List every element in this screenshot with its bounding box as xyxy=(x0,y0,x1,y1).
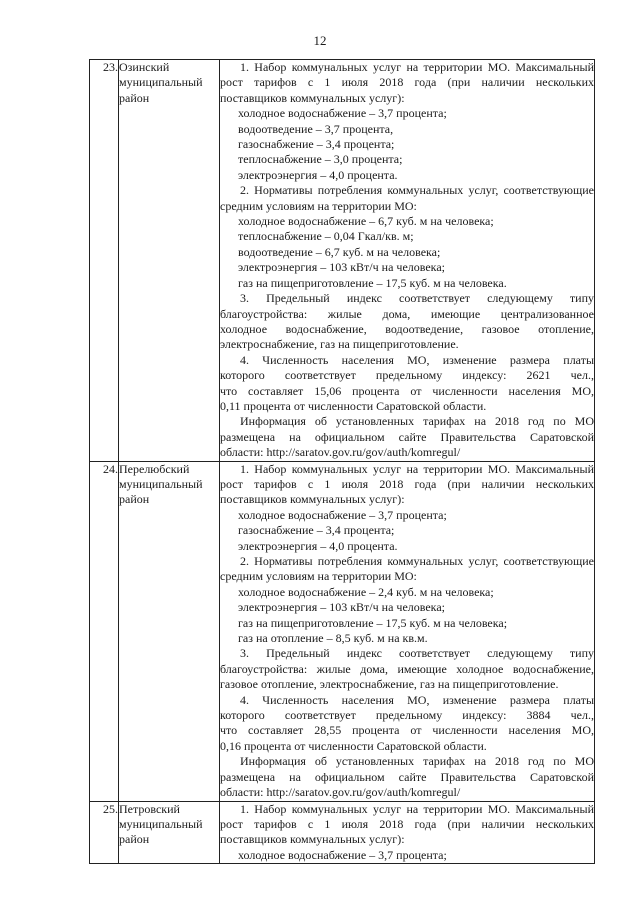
info-line: электроэнергия – 103 кВт/ч на человека; xyxy=(238,260,445,275)
info-line: Информация об установленных тарифах на 2018 год по МО xyxy=(240,414,594,429)
info-line: 3. Предельный индекс соответствует следующему типу xyxy=(240,291,594,306)
info-line: теплоснабжение – 0,04 Гкал/кв. м; xyxy=(238,229,414,244)
info-line: которого соответствует предельному индексу: 2621 чел., xyxy=(220,368,594,383)
district-info xyxy=(220,801,595,864)
info-line: средним условиям на территории МО: xyxy=(220,198,417,213)
info-line: газ на пищеприготовление – 17,5 куб. м на человека. xyxy=(238,275,507,290)
info-line: поставщиков коммунальных услуг): xyxy=(220,90,405,105)
info-line: размещена на официальном сайте Правительства Саратовской xyxy=(220,769,594,784)
district-name-line: район xyxy=(119,492,150,507)
district-name-line: район xyxy=(119,90,150,105)
info-line: благоустройства: жилые дома, имеющие централизованное xyxy=(220,306,594,321)
info-line: что составляет 15,06 процента от численности населения МО, xyxy=(220,383,594,398)
info-line: 4. Численность населения МО, изменение размера платы xyxy=(240,352,594,367)
info-line: что составляет 28,55 процента от численности населения МО, xyxy=(220,723,594,738)
table-row xyxy=(90,801,595,864)
district-name-line: район xyxy=(119,832,150,847)
info-line: рост тарифов с 1 июля 2018 года (при наличии нескольких xyxy=(220,816,594,831)
info-line: области: http://saratov.gov.ru/gov/auth/komregul/ xyxy=(220,445,461,460)
info-line: средним условиям на территории МО: xyxy=(220,569,417,584)
row-number: 25. xyxy=(90,801,119,864)
info-line: теплоснабжение – 3,0 процента; xyxy=(238,152,403,167)
info-line: 4. Численность населения МО, изменение размера платы xyxy=(240,692,594,707)
info-line: холодное водоснабжение – 3,7 процента; xyxy=(238,106,447,121)
info-line: газоснабжение – 3,4 процента; xyxy=(238,137,395,152)
table-row xyxy=(90,461,595,801)
row-number: 24. xyxy=(90,461,119,801)
info-line: водоотведение – 3,7 процента, xyxy=(238,121,394,136)
district-name xyxy=(119,801,220,864)
info-line: холодное водоснабжение – 2,4 куб. м на человека; xyxy=(238,584,494,599)
info-line: поставщиков коммунальных услуг): xyxy=(220,832,405,847)
info-line: электроэнергия – 4,0 процента. xyxy=(238,538,398,553)
info-line: 2. Нормативы потребления коммунальных услуг, соответствующие xyxy=(240,183,594,198)
info-line: газ на пищеприготовление – 17,5 куб. м на человека; xyxy=(238,615,508,630)
info-line: благоустройства: жилые дома, имеющие холодное водоснабжение, xyxy=(220,661,594,676)
info-line: холодное водоснабжение – 6,7 куб. м на человека; xyxy=(238,214,494,229)
district-info xyxy=(220,461,595,801)
info-line: 1. Набор коммунальных услуг на территории МО. Максимальный xyxy=(240,801,594,816)
info-line: 3. Предельный индекс соответствует следующему типу xyxy=(240,646,594,661)
info-line: холодное водоснабжение, водоотведение, газовое отопление, xyxy=(220,321,594,336)
info-line: 0,11 процента от численности Саратовской области. xyxy=(220,398,487,413)
row-number: 23. xyxy=(90,60,119,462)
info-line: водоотведение – 6,7 куб. м на человека; xyxy=(238,244,441,259)
district-name xyxy=(119,461,220,801)
info-line: газ на отопление – 8,5 куб. м на кв.м. xyxy=(238,631,428,646)
tariff-table xyxy=(89,59,595,864)
info-line: электроэнергия – 4,0 процента. xyxy=(238,167,398,182)
info-line: рост тарифов с 1 июля 2018 года (при наличии нескольких xyxy=(220,75,594,90)
info-line: газоснабжение – 3,4 процента; xyxy=(238,523,395,538)
district-name xyxy=(119,60,220,462)
info-line: рост тарифов с 1 июля 2018 года (при наличии нескольких xyxy=(220,476,594,491)
district-name-line: Петровский xyxy=(119,801,180,816)
info-line: электроэнергия – 103 кВт/ч на человека; xyxy=(238,600,445,615)
info-line: 0,16 процента от численности Саратовской области. xyxy=(220,738,487,753)
info-line: электроснабжение, газ на пищеприготовление. xyxy=(220,337,459,352)
info-line: газовое отопление, электроснабжение, газ на пищеприготовление. xyxy=(220,677,559,692)
table-row xyxy=(90,60,595,462)
info-line: Информация об установленных тарифах на 2018 год по МО xyxy=(240,754,594,769)
info-line: размещена на официальном сайте Правительства Саратовской xyxy=(220,429,594,444)
info-line: холодное водоснабжение – 3,7 процента; xyxy=(238,507,447,522)
info-line: области: http://saratov.gov.ru/gov/auth/komregul/ xyxy=(220,785,461,800)
info-line: которого соответствует предельному индексу: 3884 чел., xyxy=(220,708,594,723)
info-line: поставщиков коммунальных услуг): xyxy=(220,492,405,507)
district-name-line: Озинский xyxy=(119,60,170,74)
district-name-line: муниципальный xyxy=(119,816,203,831)
district-info xyxy=(220,60,595,462)
info-line: холодное водоснабжение – 3,7 процента; xyxy=(238,847,447,862)
tariff-table-body xyxy=(90,60,595,864)
district-name-line: Перелюбский xyxy=(119,461,190,476)
info-line: 1. Набор коммунальных услуг на территории МО. Максимальный xyxy=(240,60,594,74)
info-line: 1. Набор коммунальных услуг на территории МО. Максимальный xyxy=(240,461,594,476)
district-name-line: муниципальный xyxy=(119,476,203,491)
page-number: 12 xyxy=(313,33,327,48)
district-name-line: муниципальный xyxy=(119,75,203,90)
info-line: 2. Нормативы потребления коммунальных услуг, соответствующие xyxy=(240,554,594,568)
